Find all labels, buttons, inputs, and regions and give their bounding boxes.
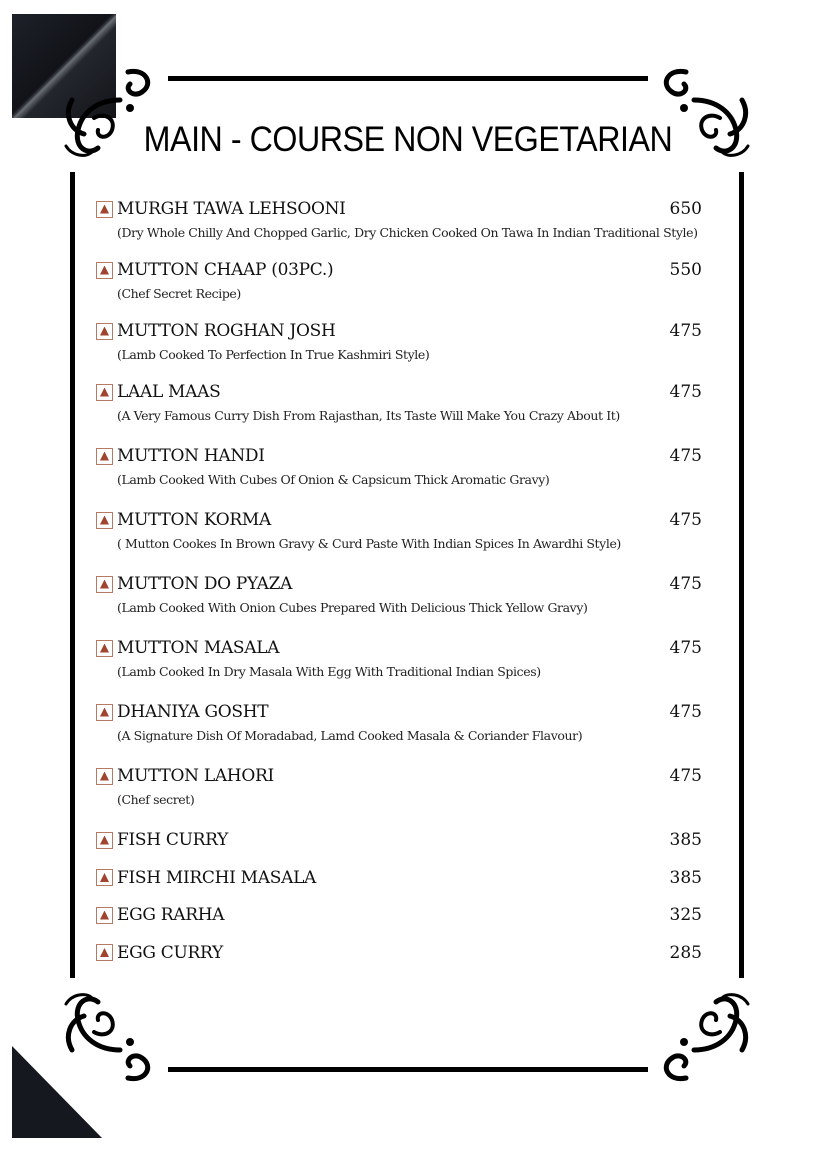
triangle-marker-icon: [96, 512, 113, 529]
swirl-ornament-icon: [58, 990, 154, 1090]
swirl-ornament-icon: [660, 990, 756, 1090]
menu-item: [96, 865, 702, 903]
triangle-marker-icon: [96, 384, 113, 401]
menu-item: [96, 827, 702, 865]
menu-item-row: [96, 196, 702, 222]
triangle-marker-icon: [96, 323, 113, 340]
triangle-marker-icon: [96, 201, 113, 218]
menu-item-description: (Chef secret): [117, 792, 195, 807]
menu-list: [96, 196, 702, 977]
menu-item-description: (A Very Famous Curry Dish From Rajasthan, Its Taste Will Make You Crazy About It): [117, 408, 620, 423]
frame-rule-bottom: [168, 1067, 648, 1072]
menu-item-row: [96, 865, 702, 891]
menu-item-row: [96, 827, 702, 853]
frame-rule-left: [70, 172, 75, 978]
triangle-marker-icon: [96, 768, 113, 785]
menu-item-price: 475: [669, 382, 702, 402]
menu-item-description: (Chef Secret Recipe): [117, 286, 241, 301]
page-title: MAIN - COURSE NON VEGETARIAN: [143, 120, 673, 159]
triangle-marker-icon: [96, 262, 113, 279]
menu-item-price: 475: [669, 638, 702, 658]
menu-item-price: 475: [669, 766, 702, 786]
menu-item: [96, 196, 702, 257]
triangle-marker-icon: [96, 576, 113, 593]
menu-item-price: 475: [669, 510, 702, 530]
menu-item: [96, 635, 702, 699]
menu-item-row: [96, 507, 702, 533]
menu-item: [96, 443, 702, 507]
frame-rule-top: [168, 76, 648, 81]
menu-item-name: FISH MIRCHI MASALA: [117, 867, 317, 888]
menu-item-description: (Lamb Cooked With Onion Cubes Prepared With Delicious Thick Yellow Gravy): [117, 600, 588, 615]
menu-item-price: 475: [669, 446, 702, 466]
menu-item-price: 650: [669, 199, 702, 219]
triangle-marker-icon: [96, 704, 113, 721]
menu-item-row: [96, 763, 702, 789]
menu-item-name: DHANIYA GOSHT: [117, 702, 269, 722]
frame-rule-right: [739, 172, 744, 978]
menu-item: [96, 699, 702, 763]
triangle-marker-icon: [96, 869, 113, 886]
menu-item-price: 385: [669, 867, 702, 888]
menu-item-row: [96, 699, 702, 725]
menu-item-price: 385: [669, 830, 702, 850]
menu-item-name: MUTTON LAHORI: [117, 766, 274, 786]
menu-item: [96, 257, 702, 318]
menu-item-price: 475: [669, 574, 702, 594]
menu-item-price: 550: [669, 260, 702, 280]
triangle-marker-icon: [96, 640, 113, 657]
menu-item-name: MUTTON CHAAP (03PC.): [117, 260, 334, 280]
triangle-marker-icon: [96, 448, 113, 465]
menu-item-description: (Lamb Cooked In Dry Masala With Egg With Traditional Indian Spices): [117, 664, 541, 679]
menu-item-row: [96, 257, 702, 283]
menu-item: [96, 379, 702, 443]
menu-item-row: [96, 443, 702, 469]
menu-item-name: MUTTON HANDI: [117, 446, 265, 466]
menu-item-name: EGG RARHA: [117, 905, 225, 925]
triangle-marker-icon: [96, 907, 113, 924]
menu-item-row: [96, 318, 702, 344]
menu-item: [96, 940, 702, 978]
menu-item-name: MUTTON KORMA: [117, 510, 272, 530]
menu-item-name: MUTTON MASALA: [117, 638, 280, 658]
menu-item: [96, 571, 702, 635]
menu-item-row: [96, 940, 702, 966]
menu-item-description: (A Signature Dish Of Moradabad, Lamd Cooked Masala & Coriander Flavour): [117, 728, 583, 743]
menu-item-name: EGG CURRY: [117, 942, 223, 963]
menu-item-row: [96, 635, 702, 661]
menu-item-price: 475: [669, 702, 702, 722]
menu-item-price: 285: [669, 942, 702, 963]
menu-item: [96, 902, 702, 940]
triangle-marker-icon: [96, 832, 113, 849]
menu-item-name: MUTTON ROGHAN JOSH: [117, 321, 336, 341]
menu-item-description: ( Mutton Cookes In Brown Gravy & Curd Paste With Indian Spices In Awardhi Style): [117, 536, 621, 551]
menu-item-description: (Lamb Cooked With Cubes Of Onion & Capsicum Thick Aromatic Gravy): [117, 472, 550, 487]
menu-item-row: [96, 379, 702, 405]
menu-item-name: MUTTON DO PYAZA: [117, 574, 293, 594]
menu-item: [96, 763, 702, 827]
menu-item-row: [96, 571, 702, 597]
menu-item-row: [96, 902, 702, 928]
menu-item-name: FISH CURRY: [117, 830, 229, 850]
menu-item: [96, 318, 702, 379]
menu-item-name: MURGH TAWA LEHSOONI: [117, 199, 346, 219]
menu-item-name: LAAL MAAS: [117, 382, 221, 402]
menu-item-description: (Dry Whole Chilly And Chopped Garlic, Dry Chicken Cooked On Tawa In Indian Traditional Style): [117, 225, 698, 240]
menu-item: [96, 507, 702, 571]
menu-item-price: 325: [669, 905, 702, 925]
menu-item-price: 475: [669, 321, 702, 341]
menu-item-description: (Lamb Cooked To Perfection In True Kashmiri Style): [117, 347, 430, 362]
triangle-marker-icon: [96, 944, 113, 961]
